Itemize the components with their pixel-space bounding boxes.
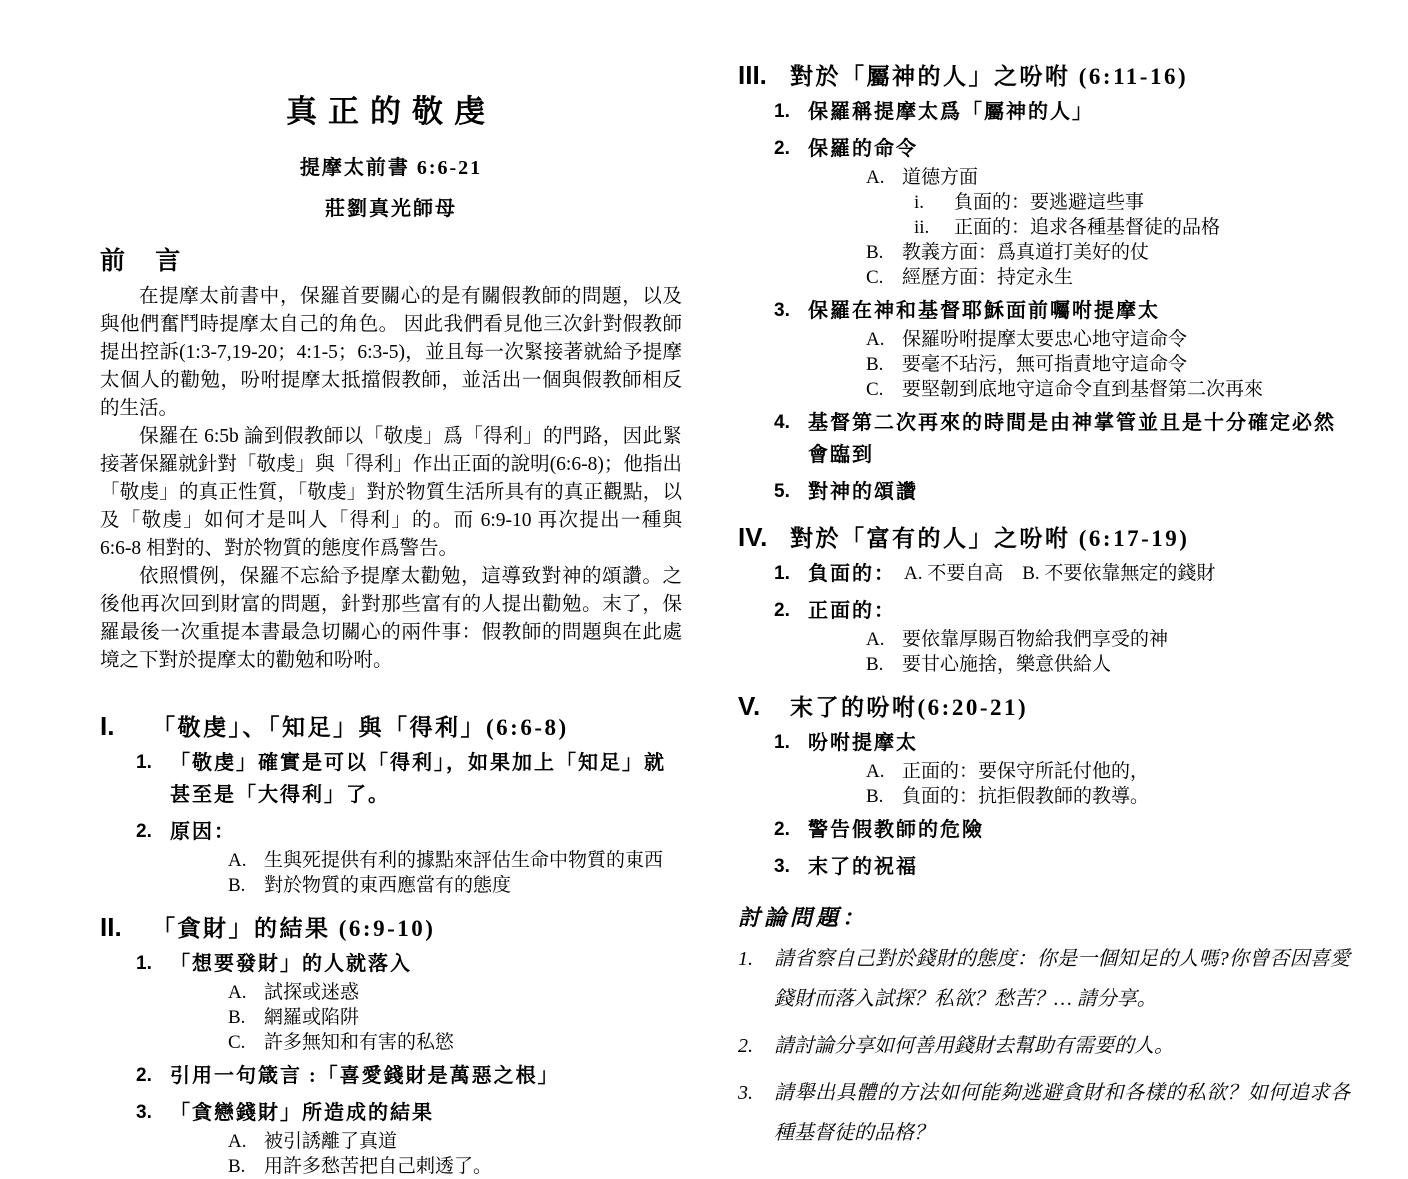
right-column [738, 58, 1350, 1144]
item-text: 正面的：要保守所託付他的， [902, 761, 1150, 782]
item-text: 負面的：要逃避這些事 [954, 192, 1145, 213]
item-text: 保羅吩咐提摩太要忠心地守這命令 [902, 329, 1188, 350]
item-text: 末了的祝福 [808, 856, 918, 878]
item-text: 要甘心施捨，樂意供給人 [902, 654, 1112, 675]
outline-item [774, 407, 1350, 471]
item-label: B. [866, 242, 884, 263]
item-label: 3. [136, 1102, 152, 1123]
item-label: 4. [774, 412, 790, 433]
section-heading-3 [738, 58, 1350, 91]
outline-item [774, 476, 1350, 508]
item-label: 1. [774, 732, 790, 753]
section-title: 末了的吩咐(6:20-21) [790, 695, 1029, 720]
section-title: 對於「屬神的人」之吩咐 (6:11-16) [790, 64, 1189, 89]
item-label: B. [866, 786, 884, 807]
item-label: 3. [774, 300, 790, 321]
scripture-reference: 提摩太前書 6:6-21 [299, 157, 483, 179]
outline-subitem [228, 1030, 682, 1055]
item-text: 經歷方面：持定永生 [902, 267, 1074, 288]
outline-subitem [866, 165, 1350, 190]
question-label: 2. [738, 1035, 753, 1057]
item-text: 對神的頌讚 [808, 481, 918, 503]
section-title: 「敬虔」、「知足」與「得利」(6:6-8) [152, 715, 569, 740]
item-label: 3. [774, 856, 790, 877]
item-text: 網羅或陷阱 [264, 1007, 360, 1028]
question-text: 請討論分享如何善用錢財去幫助有需要的人。 [774, 1035, 1174, 1057]
item-text: 要堅韌到底地守這命令直到基督第二次再來 [902, 379, 1264, 400]
item-text: 引用一句箴言 :「喜愛錢財是萬惡之根」 [170, 1065, 560, 1087]
item-text: 負面的：抗拒假教師的教導。 [902, 786, 1150, 807]
outline-subitem [228, 980, 682, 1005]
intro-paragraph: 在提摩太前書中，保羅首要關心的是有關假教師的問題，以及與他們奮鬥時提摩太自己的角色。 因此我們看見他三次針對假教師提出控訴(1:3-7,19-20；4:1-5；6:3-5)，並且每一次緊接著就給予提摩太個人的勸勉，吩咐提摩太抵擋假教師，並活出一個與假教師相反的生活。 [100, 286, 682, 419]
outline-subitem [866, 327, 1350, 352]
outline-subitem [866, 265, 1350, 290]
item-label: 2. [774, 138, 790, 159]
item-text: 要毫不玷污，無可指責地守這命令 [902, 354, 1188, 375]
item-label: A. [866, 629, 885, 650]
section-numeral: III. [738, 60, 767, 90]
outline-item [774, 727, 1350, 759]
item-label: 2. [136, 1065, 152, 1086]
outline-subitem [866, 240, 1350, 265]
item-text: 生與死提供有利的據點來評估生命中物質的東西 [264, 850, 664, 871]
item-text: 許多無知和有害的私慾 [264, 1032, 455, 1053]
item-text: 負面的： [808, 563, 896, 585]
outline-subitem [228, 1154, 682, 1179]
outline-item [774, 595, 1350, 627]
outline-item [136, 747, 682, 811]
item-label: A. [866, 167, 885, 188]
outline-item [774, 133, 1350, 165]
item-text: 原因： [170, 821, 236, 843]
item-text: 試探或迷惑 [264, 982, 360, 1003]
item-text: 保羅稱提摩太爲「屬神的人」 [808, 101, 1094, 123]
item-text: 被引誘離了真道 [264, 1131, 398, 1152]
item-label: B. [228, 875, 246, 896]
outline-item [774, 814, 1350, 846]
outline-item [136, 1060, 682, 1092]
item-text: 吩咐提摩太 [808, 732, 918, 754]
item-text: 正面的： [808, 600, 896, 622]
item-label: 5. [774, 481, 790, 502]
discussion-question [738, 1073, 1350, 1153]
discussion-heading: 討論問題： [738, 905, 869, 930]
item-label: B. [866, 354, 884, 375]
question-label: 1. [738, 948, 753, 970]
item-label: 2. [136, 821, 152, 842]
section-numeral: I. [100, 711, 115, 741]
outline-subitem [866, 784, 1350, 809]
item-text: 對於物質的東西應當有的態度 [264, 875, 512, 896]
outline-subsubitem [914, 215, 1350, 240]
outline-subitem [228, 848, 682, 873]
item-label: B. [866, 654, 884, 675]
section-numeral: II. [100, 912, 122, 942]
author-name: 莊劉真光師母 [325, 198, 457, 220]
outline-item [774, 558, 1350, 590]
outline-subitem [228, 873, 682, 898]
section-heading-1 [100, 709, 682, 742]
item-inline-text: A. 不要自高 B. 不要依靠無定的錢財 [904, 563, 1216, 584]
outline-item [136, 1097, 682, 1129]
outline-item [136, 816, 682, 848]
item-label: A. [228, 982, 247, 1003]
item-label: A. [866, 761, 885, 782]
item-label: 1. [136, 752, 152, 773]
outline-subitem [866, 652, 1350, 677]
item-label: 1. [774, 101, 790, 122]
outline-subitem [866, 759, 1350, 784]
item-label: ii. [914, 217, 930, 238]
item-label: C. [866, 267, 884, 288]
outline-subsubitem [914, 190, 1350, 215]
item-label: i. [914, 192, 925, 213]
intro-heading: 前 言 [100, 248, 193, 275]
question-text: 請省察自己對於錢財的態度：你是一個知足的人嗎?你曾否因喜愛錢財而落入試探？私欲？愁苦？… 請分享。 [774, 948, 1350, 1010]
intro-paragraph: 依照慣例，保羅不忘給予提摩太勸勉，這導致對神的頌讚。之後他再次回到財富的問題，針對那些富有的人提出勸勉。末了，保羅最後一次重提本書最急切關心的兩件事：假教師的問題與在此處境之下對於提摩太的勸勉和吩咐。 [100, 566, 682, 671]
item-label: 2. [774, 600, 790, 621]
question-text: 請舉出具體的方法如何能夠逃避貪財和各樣的私欲？如何追求各種基督徒的品格？ [774, 1082, 1350, 1144]
left-column [100, 58, 682, 1177]
section-heading-5 [738, 689, 1350, 722]
outline-item [774, 295, 1350, 327]
item-text: 道德方面 [902, 167, 979, 188]
item-text: 保羅在神和基督耶穌面前囑咐提摩太 [808, 300, 1160, 322]
section-heading-4 [738, 520, 1350, 553]
item-label: 2. [774, 819, 790, 840]
outline-item [774, 851, 1350, 883]
item-text: 「貪戀錢財」所造成的結果 [170, 1102, 434, 1124]
item-label: B. [228, 1007, 246, 1028]
item-label: A. [228, 850, 247, 871]
item-label: 1. [136, 953, 152, 974]
outline-subitem [228, 1129, 682, 1154]
item-text: 用許多愁苦把自己剌透了。 [264, 1156, 493, 1177]
outline-subitem [228, 1005, 682, 1030]
outline-item [774, 96, 1350, 128]
item-text: 警告假教師的危險 [808, 819, 984, 841]
item-label: A. [866, 329, 885, 350]
question-label: 3. [738, 1082, 753, 1104]
section-heading-2 [100, 910, 682, 943]
discussion-question [738, 1026, 1350, 1066]
outline-subitem [866, 377, 1350, 402]
item-label: C. [866, 379, 884, 400]
item-label: A. [228, 1131, 247, 1152]
item-label: B. [228, 1156, 246, 1177]
item-text: 保羅的命令 [808, 138, 918, 160]
section-title: 「貪財」的結果 (6:9-10) [152, 916, 436, 941]
intro-paragraph: 保羅在 6:5b 論到假教師以「敬虔」爲「得利」的門路，因此緊接著保羅就針對「敬虔」與「得利」作出正面的說明(6:6-8)；他指出「敬虔」的真正性質，「敬虔」對於物質生活所具有的真正觀點，以及「敬虔」如何才是叫人「得利」的。而 6:9-10 再次提出一種與 6:6-8 相對的、對於物質的態度作爲警告。 [100, 426, 682, 559]
outline-item [136, 948, 682, 980]
document-title: 真正的敬虔 [286, 94, 496, 129]
item-text: 基督第二次再來的時間是由神掌管並且是十分確定必然會臨到 [808, 412, 1336, 466]
item-text: 「想要發財」的人就落入 [170, 953, 412, 975]
outline-subitem [866, 627, 1350, 652]
section-numeral: IV. [738, 522, 768, 552]
item-text: 教義方面：爲真道打美好的仗 [902, 242, 1150, 263]
item-text: 「敬虔」確實是可以「得利」，如果加上「知足」就甚至是「大得利」了。 [170, 752, 666, 806]
section-title: 對於「富有的人」之吩咐 (6:17-19) [790, 526, 1190, 551]
section-numeral: V. [738, 691, 761, 721]
discussion-question [738, 939, 1350, 1019]
outline-subitem [866, 352, 1350, 377]
item-label: C. [228, 1032, 246, 1053]
item-text: 正面的：追求各種基督徒的品格 [954, 217, 1221, 238]
item-text: 要依靠厚賜百物給我們享受的神 [902, 629, 1169, 650]
item-label: 1. [774, 563, 790, 584]
